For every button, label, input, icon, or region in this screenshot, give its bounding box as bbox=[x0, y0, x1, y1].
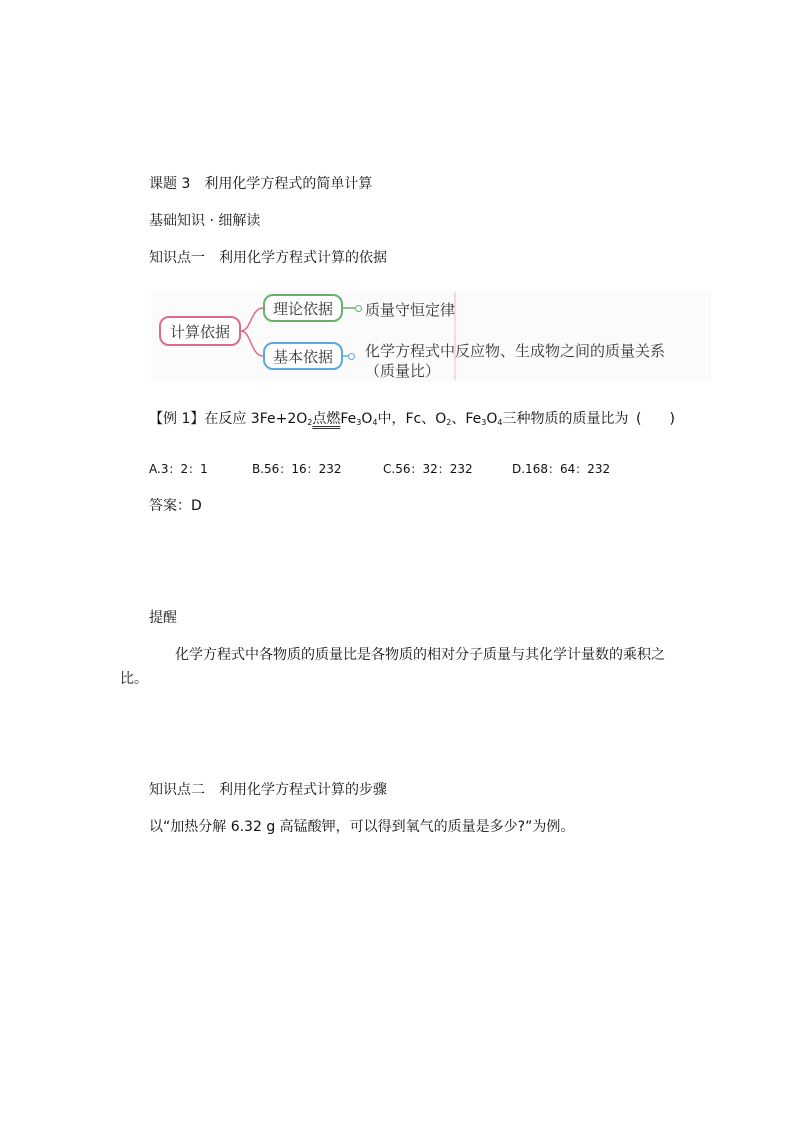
mind-map-branch-basic: 基本依据 bbox=[263, 342, 343, 370]
question-prefix: 在反应 3Fe+2O bbox=[204, 411, 308, 427]
mind-map-theory-detail: 质量守恒定律 bbox=[365, 301, 456, 319]
knowledge-point-2-title: 知识点二 利用化学方程式计算的步骤 bbox=[149, 782, 387, 798]
option-c: C.56：32：232 bbox=[383, 462, 473, 476]
answer: 答案：D bbox=[149, 498, 202, 514]
mind-map-node-dot bbox=[348, 353, 355, 360]
mind-map-basic-detail-line1: 化学方程式中反应物、生成物之间的质量关系 bbox=[365, 342, 666, 360]
section-heading: 基础知识 · 细解读 bbox=[149, 213, 261, 229]
answer-bracket: ( ) bbox=[636, 411, 675, 427]
lesson-title: 课题 3 利用化学方程式的简单计算 bbox=[149, 176, 373, 192]
reaction-condition: 点燃 bbox=[312, 411, 341, 427]
mind-map-basic-detail-line2: （质量比） bbox=[365, 362, 441, 380]
example-tag: 【例 1】 bbox=[149, 411, 205, 427]
mind-map-branch-theory: 理论依据 bbox=[263, 294, 343, 322]
mind-map-node-dot bbox=[355, 305, 362, 312]
example-1-question: 【例 1】在反应 $3Fe+2O_2$点燃$Fe_3O_4$中，Fc、$O_2$、$Fe_3O_4$三种物质的质量比为 bbox=[149, 411, 629, 427]
knowledge-point-1-title: 知识点一 利用化学方程式计算的依据 bbox=[149, 250, 387, 266]
option-b: B.56：16：232 bbox=[252, 462, 342, 476]
knowledge-point-2-intro: 以“加热分解 6.32 g 高锰酸钾，可以得到氧气的质量是多少?”为例。 bbox=[149, 819, 575, 835]
option-a: A.3：2：1 bbox=[149, 462, 208, 476]
tip-text-line-1: 化学方程式中各物质的质量比是各物质的相对分子质量与其化学计量数的乘积之 bbox=[175, 647, 665, 663]
mind-map bbox=[151, 290, 711, 382]
mind-map-root: 计算依据 bbox=[159, 316, 241, 346]
option-d: D.168：64：232 bbox=[512, 462, 611, 476]
tip-text-line-2: 比。 bbox=[120, 671, 148, 687]
tip-title: 提醒 bbox=[149, 610, 177, 626]
